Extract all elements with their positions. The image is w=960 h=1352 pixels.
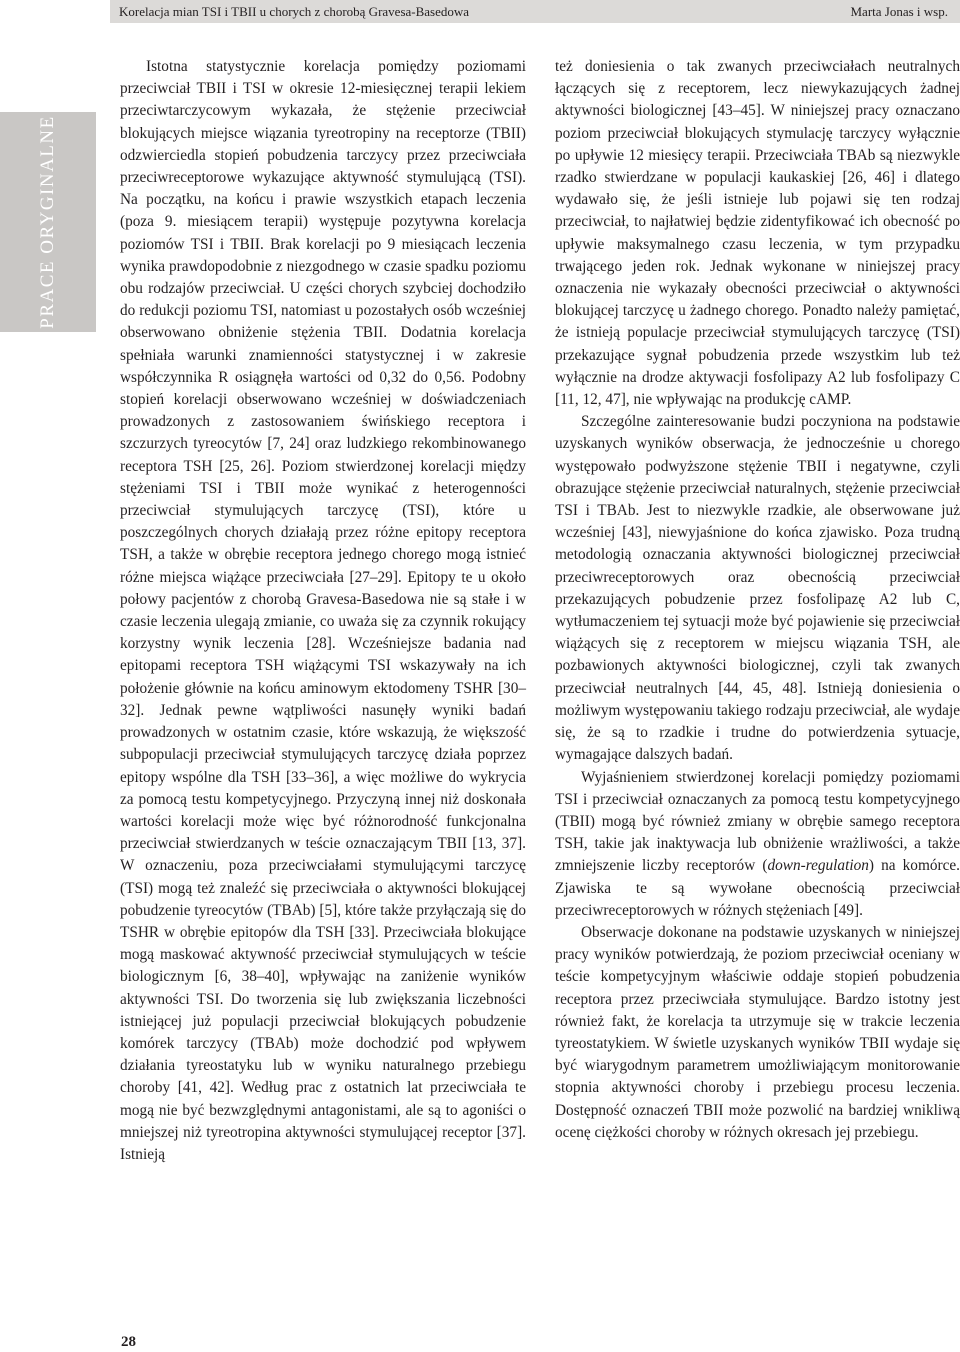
italic-term: down-regulation xyxy=(767,857,869,875)
right-paragraph-4: Obserwacje dokonane na podstawie uzyskanych w niniejszej pracy wyników potwierdzają, że poziom przeciwciał oceniany w teście kompetycyjnym właściwie oddaje stopień pobudzenia receptora przez przeciwciała stymulujące. Bardzo istotny jest również fakt, że korelacja ta utrzymuje się w trakcie leczenia tyreostatykiem. W świetle uzyskanych wyników TBII wydaje się być wiarygodnym parametrem umożliwiającym monitorowanie stopnia aktywności choroby i przebiegu procesu leczenia. Dostępność oznaczeń TBII może pozwolić na bardziej wnikliwą ocenę ciężkości choroby w różnych okresach jej przebiegu. xyxy=(555,923,960,1141)
right-text-column xyxy=(555,56,960,1144)
right-paragraph-3-part-1: Wyjaśnieniem stwierdzonej korelacji pomiędzy poziomami TSI i przeciwciał oznaczanych za pomocą testu kompetycyjnego (TBII) mogą być również zmiany w obrębie samego receptora TSH, takie jak inaktywacja lub obniżenie wrażliwości, a także zmniejszenie liczby receptorów ( xyxy=(555,768,960,875)
left-text-column xyxy=(120,56,526,1166)
section-label: PRACE ORYGINALNE xyxy=(37,115,58,329)
right-paragraph-3-part-2: ) na komórce. Zjawiska te są wywołane obecnością przeciwciał przeciwreceptorowych w różnych stężeniach [49]. xyxy=(555,857,960,919)
running-header xyxy=(110,0,960,23)
right-paragraph-1: też doniesienia o tak zwanych przeciwciałach neutralnych łączących się z receptorem, lecz niewykazujących żadnej aktywności biologicznej [43–45]. W niniejszej pracy oznaczano poziom przeciwciał blokujących stymulację tarczycy wyłącznie po upływie 12 miesięcy terapii. Przeciwciała TBAb są niezwykle rzadko stwierdzane w populacji kaukaskiej [26, 46] i dlatego wydawało się, że jeśli istnieje lub pojawi się ten rodzaj przeciwciał, to najłatwiej będzie zidentyfikować ich obecność po upływie maksymalnego czasu leczenia, w tym przypadku trwającego jeden rok. Jednak wykonane w niniejszej pracy oznaczenia nie wykazały obecności przeciwciał o aktywności blokującej tarczycę u żadnego chorego. Ponadto należy pamiętać, że istnieją populacje przeciwciał stymulujących tarczycę (TSI) przekazujące sygnał pobudzenia przede wszystkim lub też wyłącznie na drodze aktywacji fosfolipazy A2 lub fosfolipazy C [11, 12, 47], nie wpływając na produkcję cAMP. xyxy=(555,58,960,409)
header-authors: Marta Jonas i wsp. xyxy=(850,4,948,19)
header-article-title: Korelacja mian TSI i TBII u chorych z chorobą Gravesa-Basedowa xyxy=(119,4,470,19)
right-paragraph-2: Szczególne zainteresowanie budzi poczyniona na podstawie uzyskanych wyników obserwacja, że jednocześnie u chorego występowało podwyższone stężenie TBII i negatywne, czyli obrazujące stężenie przeciwciał naturalnych, stężenie przeciwciał TSI i TBAb. Jest to niezwykle rzadkie, ale obserwowane już wcześniej [43], niewyjaśnione do końca zjawisko. Poza trudną metodologią oznaczania aktywności biologicznej przeciwciał przeciwreceptorowych oraz obecnością przeciwciał przekazujących pobudzenie przez fosfolipazę A2 lub C, wytłumaczeniem tej sytuacji może być pojawienie się przeciwciał wiążących się z receptorem w miejscu wiązania TSH, ale pozbawionych aktywności biologicznej, czyli tak zwanych przeciwciał neutralnych [44, 45, 48]. Istnieją doniesienia o możliwym występowaniu takiego rodzaju przeciwciał, ale wydaje się, że są to rzadkie i trudne do potwierdzenia sytuacje, wymagające dalszych badań. xyxy=(555,413,960,764)
left-paragraph-1: Istotna statystycznie korelacja pomiędzy poziomami przeciwciał TBII i TSI w okresie 12-miesięcznej terapii lekiem przeciwtarczycowym wykazała, że stężenie przeciwciał blokujących miejsce wiązania tyreotropiny na receptorze (TBII) odzwierciedla stopień pobudzenia tarczycy przez przeciwciała przeciwreceptorowe wykazujące aktywność stymulującą (TSI). Na początku, na końcu i prawie wszystkich etapach leczenia (poza 9. miesiącem terapii) występuje pozytywna korelacja poziomów TSI i TBII. Brak korelacji po 9 miesiącach leczenia wynika prawdopodobnie z niezgodnego w czasie spadku poziomu obu rodzajów przeciwciał. U części chorych szybciej dochodziło do redukcji poziomu TSI, natomiast u pozostałych osób wcześniej obserwowano obniżenie stężenia TBII. Dodatnia korelacja spełniała warunki znamienności statystycznej i w zakresie współczynnika R osiągnęła wartości od 0,32 do 0,56. Podobny stopień korelacji obserwowano wcześniej w doświadczeniach prowadzonych z zastosowaniem świńskiego receptora i szczurzych tyreocytów [7, 24] oraz ludzkiego rekombinowanego receptora TSH [25, 26]. Poziom stwierdzonej korelacji między stężeniami TSI i TBII może wynikać z heterogenności przeciwciał stymulujących tarczycę (TSI), które u poszczególnych chorych działają przez różne epitopy receptora TSH, a także w obrębie receptora jednego chorego mogą istnieć różne miejsca wiążące przeciwciała [27–29]. Epitopy te u około połowy pacjentów z chorobą Gravesa-Basedowa nie są stałe i w czasie leczenia ulegają zmianie, co uważa się za czynnik rokujący korzystny wynik leczenia [28]. Wcześniejsze badania nad epitopami receptora TSH wiążącymi TSI wskazywały na ich położenie głównie na końcu aminowym ektodomeny TSHR [30–32]. Jednak pewne wątpliwości nasunęły wyniki badań prowadzonych w ostatnim czasie, które wskazują, że większość subpopulacji przeciwciał stymulujących tarczycę działa poprzez epitopy wspólne dla TSH [33–36], a więc możliwe do wykrycia za pomocą testu kompetycyjnego. Przyczyną innej niż doskonała wartości korelacji może więc być różnorodność funkcjonalna przeciwciał stwierdzanych w teście oznaczającym TBII [13, 37]. W oznaczeniu, poza przeciwciałami stymulującymi tarczycę (TSI) mogą też znaleźć się przeciwciała o aktywności blokującej pobudzenie tyreocytów (TBAb) [5], które także przyłączają się do TSHR w obrębie epitopów dla TSH [33]. Przeciwciała blokujące mogą maskować aktywność przeciwciał stymulujących w teście biologicznym [6, 38–40], wpływając na zaniżenie wyników aktywności TSI. Do tworzenia się lub zwiększania liczebności istniejącej już populacji przeciwciał blokujących pobudzenie komórek tarczycy (TBAb) może dochodzić pod wpływem działania tyreostatyku lub w wyniku naturalnego przebiegu choroby [41, 42]. Według prac z ostatnich lat przeciwciała te mogą nie być bezwzględnymi antagonistami, ale są to agoniści o mniejszej niż tyreotropina aktywności stymulującej receptor [37]. Istnieją xyxy=(120,58,526,1163)
right-paragraph-3 xyxy=(555,767,960,922)
section-tab xyxy=(0,112,96,332)
page-number: 28 xyxy=(121,1334,136,1350)
